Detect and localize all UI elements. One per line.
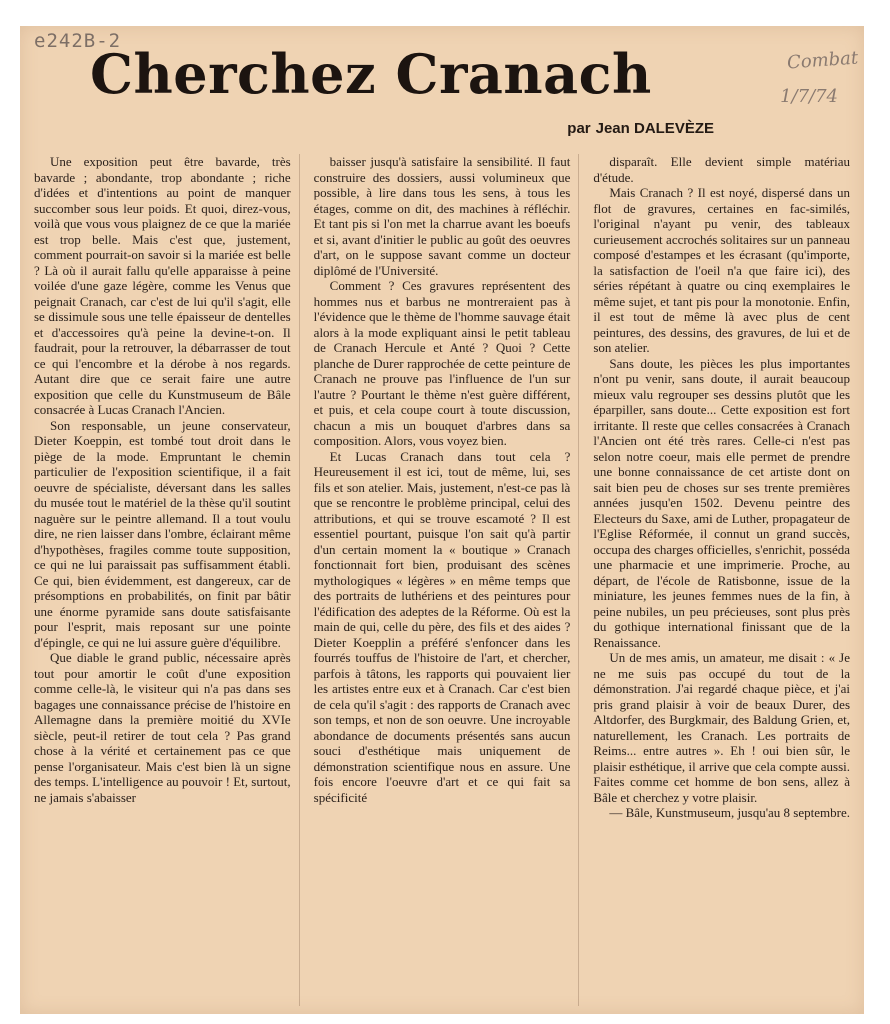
archive-reference-code: e242B-2 bbox=[34, 30, 122, 52]
newspaper-clipping bbox=[20, 26, 864, 1014]
paragraph: Une exposition peut être bavarde, très bavarde ; abondante, trop abondante ; riche d'idées et d'intentions au point de manquer succomber sous leur poids. Et quoi, direz-vous, voilà que vous vous plaignez de ce que la mariée est trop belle. Mais c'est que, justement, comment pourrait-on savoir si la mariée est belle ? Là où il aurait fallu qu'elle apparaisse à peine voilée d'une gaze légère, comme les Venus que peignait Cranach, car c'est de lui qu'il s'agit, elle se dissimule sous une telle épaisseur de dentelles et d'accessoires qu'à peine la devine-t-on. Il faudrait, pour la retrouver, la débarrasser de tout ce qui l'encombre et la dérobe à nos regards. Autant dire que ce serait faire une autre exposition que celle du Kunstmuseum de Bâle consacrée à Lucas Cranach l'Ancien. bbox=[34, 154, 291, 417]
article-body bbox=[34, 154, 850, 1006]
paragraph: Un de mes amis, un amateur, me disait : « Je ne me suis pas occupé du tout de la démonstration. J'ai regardé chaque pièce, et j'ai pris grand plaisir à voir de beaux Durer, des Altdorfer, des Burgkmair, des Baldung Grien, et, naturellement, les Cranach. Les portraits de Reims... entre autres ». Eh ! oui bien sûr, le plaisir esthétique, il arrive que cela compte aussi. Faites comme cet homme de bon sens, allez à Bâle et cherchez y votre plaisir. bbox=[593, 650, 851, 805]
paragraph: disparaît. Elle devient simple matériau d'étude. bbox=[593, 154, 851, 185]
paragraph: Et Lucas Cranach dans tout cela ? Heureusement il est ici, tout de même, lui, ses fils et son atelier. Mais, justement, n'est-ce pas là que se rencontre le problème principal, celui des attributions, et qui se trouve escamoté ? Il est essentiel pourtant, puisque l'on sait qu'à partir d'un certain moment la « boutique » Cranach fonctionnait fort bien, produisant des scènes mythologiques « légères » en même temps que des portraits de luthériens et des peintures pour l'édification des adeptes de la Réforme. Où est la main de qui, celle du père, des fils et des aides ? Dieter Koepplin a préféré s'enfoncer dans les fourrés touffus de l'histoire de l'art, et chercher, parfois à tâtons, les rapports qui pouvaient lier les artistes entre eux et à Cranach. Car c'est bien de cela qu'il s'agit : des rapports de Cranach avec son temps, et non de son oeuvre. Une incroyable abondance de documents présentés sans aucun souci d'esthétique mais uniquement de démonstration scientifique nous en assure. Une fois encore l'oeuvre d'art et ce qui fait sa spécificité bbox=[313, 448, 571, 805]
paragraph: Son responsable, un jeune conservateur, Dieter Koeppin, est tombé tout droit dans le piège de la mode. Empruntant le chemin particulier de l'exposition scientifique, il a fait oeuvre de spécialiste, déversant dans les salles du musée tout le matériel de la thèse qu'il soutint naguère sur le peintre allemand. Il a tout voulu dire, ne rien laisser dans l'ombre, éclairant même d'hypothèses, fragiles comme toute supposition, ce qui ne lui paraissait pas suffisamment établi. Ce qui, bien évidemment, est dangereux, car de présomptions en probabilités, on finit par bâtir une énorme pyramide sans doute satisfaisante pour l'esprit, mais reposant sur une pointe d'épingle, ce qui ne lui assure guère d'équilibre. bbox=[34, 417, 291, 650]
text-column-3 bbox=[593, 154, 850, 1006]
byline bbox=[567, 120, 714, 137]
handwritten-source-note: Combat bbox=[786, 47, 859, 74]
text-column-1 bbox=[34, 154, 300, 1006]
byline-author: Jean DALEVÈZE bbox=[595, 120, 714, 137]
paragraph: Comment ? Ces gravures représentent des hommes nus et barbus ne montreraient pas à l'évidence que le thème de l'homme sauvage était alors à la mode expliquant ainsi le petit tableau de Cranach Hercule et Anté ? Quoi ? Cette planche de Durer rapprochée de cette peinture de Cranach ne prouve pas l'influence de l'un sur l'autre ? Pourtant le thème n'est guère différent, et puis, et cela coupe court à toute discussion, chacun a mis un bouquet d'arbres dans sa composition. Alors, vous voyez bien. bbox=[313, 278, 571, 448]
byline-prefix: par bbox=[567, 120, 591, 137]
paragraph: Mais Cranach ? Il est noyé, dispersé dans un flot de gravures, certaines en fac-similés, l'original n'ayant pu venir, des tableaux curieusement accrochés solitaires sur un panneau composé d'estampes et les écrasant (qu'importe, la satisfaction de l'oeil n'a que faire ici), des séries répétant à quatre ou cinq exemplaires le même sujet, et tant pis pour la monotonie. Enfin, il est tout de même là avec plus de cent peintures, des dessins, des gravures, de lui et de son atelier. bbox=[593, 185, 851, 355]
paragraph: baisser jusqu'à satisfaire la sensibilité. Il faut construire des dossiers, aussi volumineux que possible, à lire dans tous les sens, à tous les étages, comme on dit, des machines à réfléchir. Et tant pis si l'on met la charrue avant les boeufs et si, avant d'initier le public au goût des oeuvres d'art, on le suppose savant comme un docteur diplômé de l'Université. bbox=[313, 154, 571, 278]
handwritten-date-note: 1/7/74 bbox=[780, 86, 838, 107]
article-title: Cherchez Cranach bbox=[90, 42, 652, 106]
text-column-2 bbox=[314, 154, 580, 1006]
paragraph: Que diable le grand public, nécessaire après tout pour amortir le coût d'une exposition comme celle-là, le visiteur qui n'a pas dans ses bagages une connaissance précise de l'histoire en Allemagne dans la première moitié du XVIe siècle, peut-il retirer de tout cela ? Pas grand chose à la vérité et certainement pas ce que pense l'organisateur. Mais c'est bien là un signe des temps. L'intelligence au pouvoir ! Et, surtout, ne jamais s'abaisser bbox=[34, 650, 291, 805]
paragraph: Sans doute, les pièces les plus importantes n'ont pu venir, sans doute, il aurait beaucoup mieux valu regrouper ses dessins plutôt que les éparpiller, sans doute... Cette exposition est fort irritante. Il reste que celles consacrées à Cranach l'Ancien ont été très rares. Celle-ci n'est pas selon notre coeur, mais elle permet de prendre une bonne connaissance de cet artiste dont on sait bien peu de choses sur ses trente premières années jusqu'en 1502. Devenu peintre des Electeurs du Saxe, ami de Luther, propagateur de l'Eglise Réformée, il connut un grand succès, occupa des charges officielles, s'enrichit, posséda une pharmacie et une imprimerie. Proche, au départ, de l'école de Ratisbonne, issue de la miniature, les jeunes femmes nues de la fin, à peine nubiles, un peu précieuses, sont plus près du gothique international finissant que de la Renaissance. bbox=[593, 355, 851, 650]
exhibition-info: — Bâle, Kunstmuseum, jusqu'au 8 septembre. bbox=[609, 805, 850, 820]
